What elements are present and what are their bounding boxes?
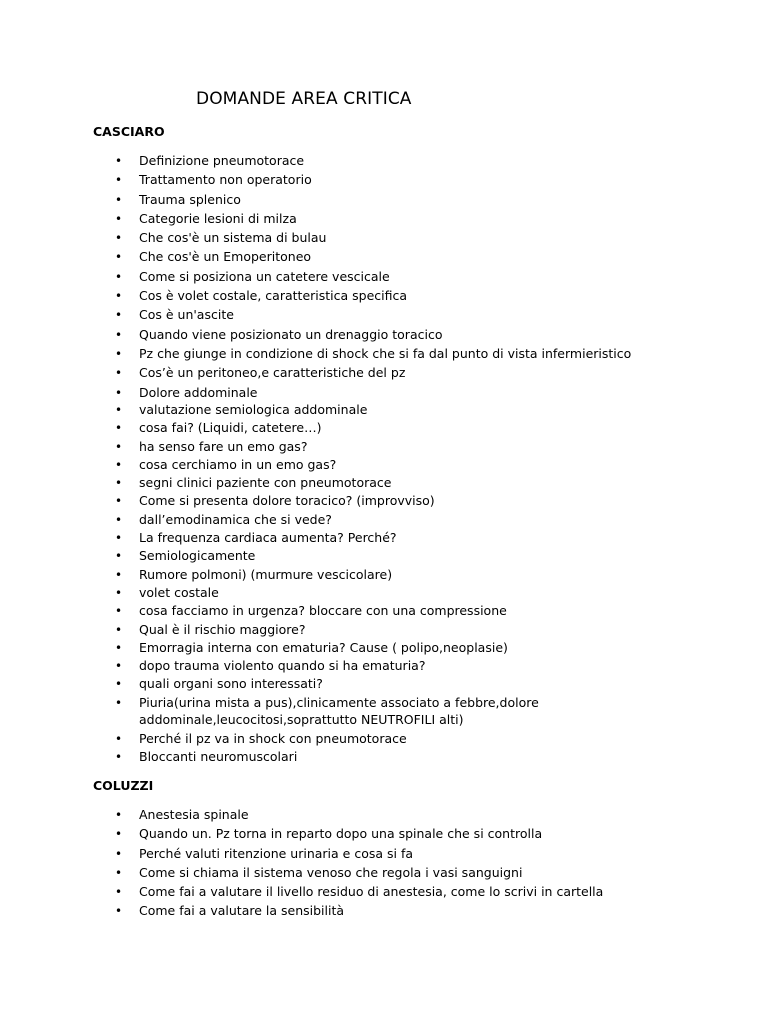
list-item-text: Che cos'è un sistema di bulau (139, 230, 327, 246)
list-item-text: Che cos'è un Emoperitoneo (139, 249, 312, 265)
list-item-text: Emorragia interna con ematuria? Cause ( polipo,neoplasie) (139, 639, 508, 655)
list-item (0, 864, 603, 883)
bullet-icon: • (115, 154, 123, 168)
list-item-text: La frequenza cardiaca aumenta? Perché? (139, 530, 397, 546)
bullet-icon: • (115, 439, 123, 454)
bullet-icon: • (115, 327, 123, 342)
list-item (0, 584, 539, 602)
list-item-text: valutazione semiologica addominale (139, 402, 368, 417)
bullet-icon: • (115, 904, 123, 919)
list-item-text: Perché il pz va in shock con pneumotorace (139, 730, 407, 746)
list-item-text: Qual è il rischio maggiore? (139, 621, 306, 637)
list-item (0, 621, 539, 639)
list-item-text: Pz che giunge in condizione di shock che si fa dal punto di vista infermieristico (139, 345, 632, 361)
list-item-text: Trattamento non operatorio (139, 172, 312, 188)
list-item-text: Come si chiama il sistema venoso che regola i vasi sanguigni (139, 864, 523, 880)
list-item (0, 566, 539, 584)
list-item (0, 364, 631, 383)
bullet-icon: • (115, 549, 123, 564)
bullet-icon: • (115, 865, 123, 880)
list-item-text: ha senso fare un emo gas? (139, 438, 308, 454)
list-item (0, 883, 603, 902)
list-item (0, 825, 603, 844)
bullet-icon: • (115, 173, 123, 188)
bullet-icon: • (115, 640, 123, 655)
list-item (0, 639, 539, 657)
list-item-text: Anestesia spinale (139, 807, 249, 822)
bullet-icon: • (115, 269, 123, 284)
list-item (0, 748, 539, 766)
bullet-icon: • (115, 677, 123, 692)
bullet-icon: • (115, 476, 123, 491)
bullet-icon: • (115, 622, 123, 637)
list-item (0, 511, 539, 529)
list-item-text-line-1: Piuria(urina mista a pus),clinicamente associato a febbre,dolore (139, 694, 539, 710)
bullet-icon: • (115, 567, 123, 582)
section-heading-casciaro: CASCIARO (93, 124, 165, 139)
list-item-text: Bloccanti neuromuscolari (139, 749, 298, 765)
list-item (0, 210, 631, 229)
list-item-text: Quando un. Pz torna in reparto dopo una spinale che si controlla (139, 826, 543, 842)
bullet-icon: • (115, 308, 123, 323)
list-item-text: segni clinici paziente con pneumotorace (139, 475, 392, 491)
bullet-icon: • (115, 512, 123, 527)
list-item (0, 248, 631, 267)
list-item (0, 401, 539, 419)
list-item (0, 456, 539, 474)
list-item (0, 657, 539, 675)
list-item-text: cosa facciamo in urgenza? bloccare con una compressione (139, 603, 507, 619)
list-item-text-line-2: addominale,leucocitosi,soprattutto NEUTROFILI alti) (139, 711, 464, 727)
list-item (0, 529, 539, 547)
list-item (0, 384, 631, 403)
casciaro-question-list-part-2 (0, 401, 539, 766)
bullet-icon: • (115, 750, 123, 765)
bullet-icon: • (115, 403, 123, 417)
list-item (0, 419, 539, 437)
list-item-text: Rumore polmoni) (murmure vescicolare) (139, 566, 393, 582)
list-item (0, 602, 539, 620)
list-item-text: Come si posiziona un catetere vescicale (139, 268, 390, 284)
casciaro-question-list-part-1 (0, 152, 631, 403)
list-item-text: cosa fai? (Liquidi, catetere…) (139, 420, 322, 436)
bullet-icon: • (115, 731, 123, 746)
list-item (0, 902, 603, 921)
list-item (0, 326, 631, 345)
document-title: DOMANDE AREA CRITICA (196, 89, 412, 109)
list-item-text: Cos è volet costale, caratteristica specifica (139, 288, 408, 304)
bullet-icon: • (115, 885, 123, 900)
list-item-text: Perché valuti ritenzione urinaria e cosa si fa (139, 845, 414, 861)
list-item (0, 730, 539, 748)
bullet-icon: • (115, 808, 123, 822)
list-item (0, 191, 631, 210)
list-item (0, 675, 539, 693)
coluzzi-question-list (0, 806, 603, 922)
list-item-text: Cos è un'ascite (139, 307, 234, 323)
list-item-text: Categorie lesioni di milza (139, 210, 297, 226)
bullet-icon: • (115, 494, 123, 509)
list-item (0, 287, 631, 306)
bullet-icon: • (115, 531, 123, 546)
bullet-icon: • (115, 346, 123, 361)
list-item-text: dopo trauma violento quando si ha ematuria? (139, 658, 426, 674)
bullet-icon: • (115, 659, 123, 674)
bullet-icon: • (115, 827, 123, 842)
list-item (0, 306, 631, 325)
list-item-text: Dolore addominale (139, 384, 258, 400)
list-item-text: Come si presenta dolore toracico? (improvviso) (139, 493, 435, 509)
list-item (0, 438, 539, 456)
list-item-text: cosa cerchiamo in un emo gas? (139, 456, 337, 472)
bullet-icon: • (115, 250, 123, 265)
bullet-icon: • (115, 695, 123, 710)
list-item-text: volet costale (139, 584, 219, 600)
list-item (0, 345, 631, 364)
bullet-icon: • (115, 231, 123, 246)
bullet-icon: • (115, 366, 123, 381)
list-item (0, 547, 539, 565)
section-heading-coluzzi: COLUZZI (93, 778, 154, 793)
list-item-text: Cos’è un peritoneo,e caratteristiche del pz (139, 365, 406, 381)
bullet-icon: • (115, 457, 123, 472)
bullet-icon: • (115, 604, 123, 619)
list-item-text: Come fai a valutare la sensibilità (139, 903, 345, 919)
bullet-icon: • (115, 289, 123, 304)
bullet-icon: • (115, 385, 123, 400)
list-item (0, 268, 631, 287)
list-item (0, 845, 603, 864)
list-item-text: Definizione pneumotorace (139, 153, 305, 168)
bullet-icon: • (115, 192, 123, 207)
bullet-icon: • (115, 846, 123, 861)
list-item-text: dall’emodinamica che si vede? (139, 511, 332, 527)
list-item-text: Semiologicamente (139, 548, 256, 564)
list-item-text: quali organi sono interessati? (139, 676, 323, 692)
list-item (0, 152, 631, 171)
bullet-icon: • (115, 211, 123, 226)
list-item (0, 171, 631, 190)
list-item-text: Quando viene posizionato un drenaggio toracico (139, 326, 443, 342)
list-item (0, 474, 539, 492)
list-item (0, 492, 539, 510)
list-item-text: Trauma splenico (139, 191, 241, 207)
bullet-icon: • (115, 421, 123, 436)
list-item (0, 806, 603, 825)
list-item (0, 694, 539, 730)
list-item (0, 229, 631, 248)
bullet-icon: • (115, 585, 123, 600)
list-item-text: Come fai a valutare il livello residuo di anestesia, come lo scrivi in cartella (139, 884, 604, 900)
